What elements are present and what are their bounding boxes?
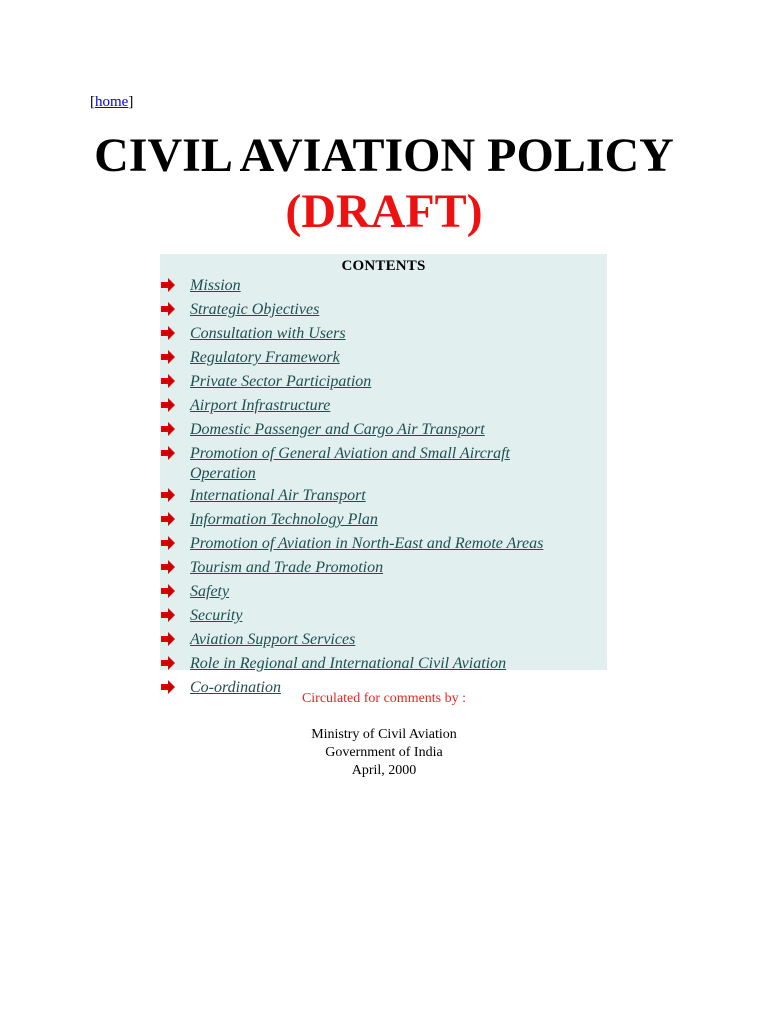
draft-subtitle: (DRAFT) [285,185,483,238]
toc-item-aviation-support-services [160,630,607,652]
red-arrow-bullet-icon [160,326,176,340]
toc-item-regulatory-framework [160,348,607,370]
red-arrow-bullet-icon [160,422,176,436]
toc-link-north-east-remote-areas[interactable]: Promotion of Aviation in North-East and Remote Areas [190,535,544,552]
home-nav [90,93,133,111]
red-arrow-bullet-icon [160,446,176,460]
toc-link-general-aviation[interactable]: Promotion of General Aviation and Small Aircraft Operation [190,445,510,482]
toc-link-safety[interactable]: Safety [190,583,230,600]
toc-item-security [160,606,607,628]
toc-link-security[interactable]: Security [190,607,243,624]
toc-link-co-ordination[interactable]: Co-ordination [190,679,281,696]
toc-list [160,276,607,702]
red-arrow-bullet-icon [160,374,176,388]
home-link[interactable]: home [95,94,129,110]
toc-item-strategic-objectives [160,300,607,322]
toc-link-mission[interactable]: Mission [190,277,241,294]
toc-link-tourism-trade-promotion[interactable]: Tourism and Trade Promotion [190,559,384,576]
toc-item-international-air-transport [160,486,607,508]
red-arrow-bullet-icon [160,488,176,502]
toc-link-strategic-objectives[interactable]: Strategic Objectives [190,301,320,318]
toc-item-consultation-with-users [160,324,607,346]
ministry-name: Ministry of Civil Aviation [311,727,457,742]
page-title: CIVIL AVIATION POLICY [94,129,674,182]
contents-heading: CONTENTS [341,258,426,274]
toc-item-general-aviation [160,444,568,484]
toc-item-private-sector-participation [160,372,607,394]
toc-link-regional-international-role[interactable]: Role in Regional and International Civil Aviation [190,655,507,672]
toc-item-airport-infrastructure [160,396,607,418]
red-arrow-bullet-icon [160,302,176,316]
toc-item-information-technology-plan [160,510,607,532]
circulated-note: Circulated for comments by : [301,691,467,706]
toc-item-regional-international-role [160,654,607,676]
toc-item-north-east-remote-areas [160,534,607,556]
toc-link-private-sector-participation[interactable]: Private Sector Participation [190,373,372,390]
open-bracket: [ [90,94,95,110]
toc-item-mission [160,276,607,298]
red-arrow-bullet-icon [160,608,176,622]
issue-date: April, 2000 [351,763,417,778]
close-bracket: ] [128,94,134,110]
red-arrow-bullet-icon [160,278,176,292]
toc-item-safety [160,582,607,604]
red-arrow-bullet-icon [160,560,176,574]
toc-link-domestic-passenger-cargo[interactable]: Domestic Passenger and Cargo Air Transport [190,421,485,438]
red-arrow-bullet-icon [160,512,176,526]
toc-item-domestic-passenger-cargo [160,420,607,442]
red-arrow-bullet-icon [160,350,176,364]
toc-item-tourism-trade-promotion [160,558,607,580]
toc-link-aviation-support-services[interactable]: Aviation Support Services [190,631,356,648]
toc-link-airport-infrastructure[interactable]: Airport Infrastructure [190,397,331,414]
toc-link-regulatory-framework[interactable]: Regulatory Framework [190,349,340,366]
red-arrow-bullet-icon [160,584,176,598]
toc-link-information-technology-plan[interactable]: Information Technology Plan [190,511,378,528]
red-arrow-bullet-icon [160,656,176,670]
government-name: Government of India [325,745,443,760]
issuer-block [0,726,768,780]
red-arrow-bullet-icon [160,398,176,412]
contents-box [160,254,607,696]
red-arrow-bullet-icon [160,536,176,550]
red-arrow-bullet-icon [160,632,176,646]
toc-link-consultation-with-users[interactable]: Consultation with Users [190,325,346,342]
toc-link-international-air-transport[interactable]: International Air Transport [190,487,366,504]
